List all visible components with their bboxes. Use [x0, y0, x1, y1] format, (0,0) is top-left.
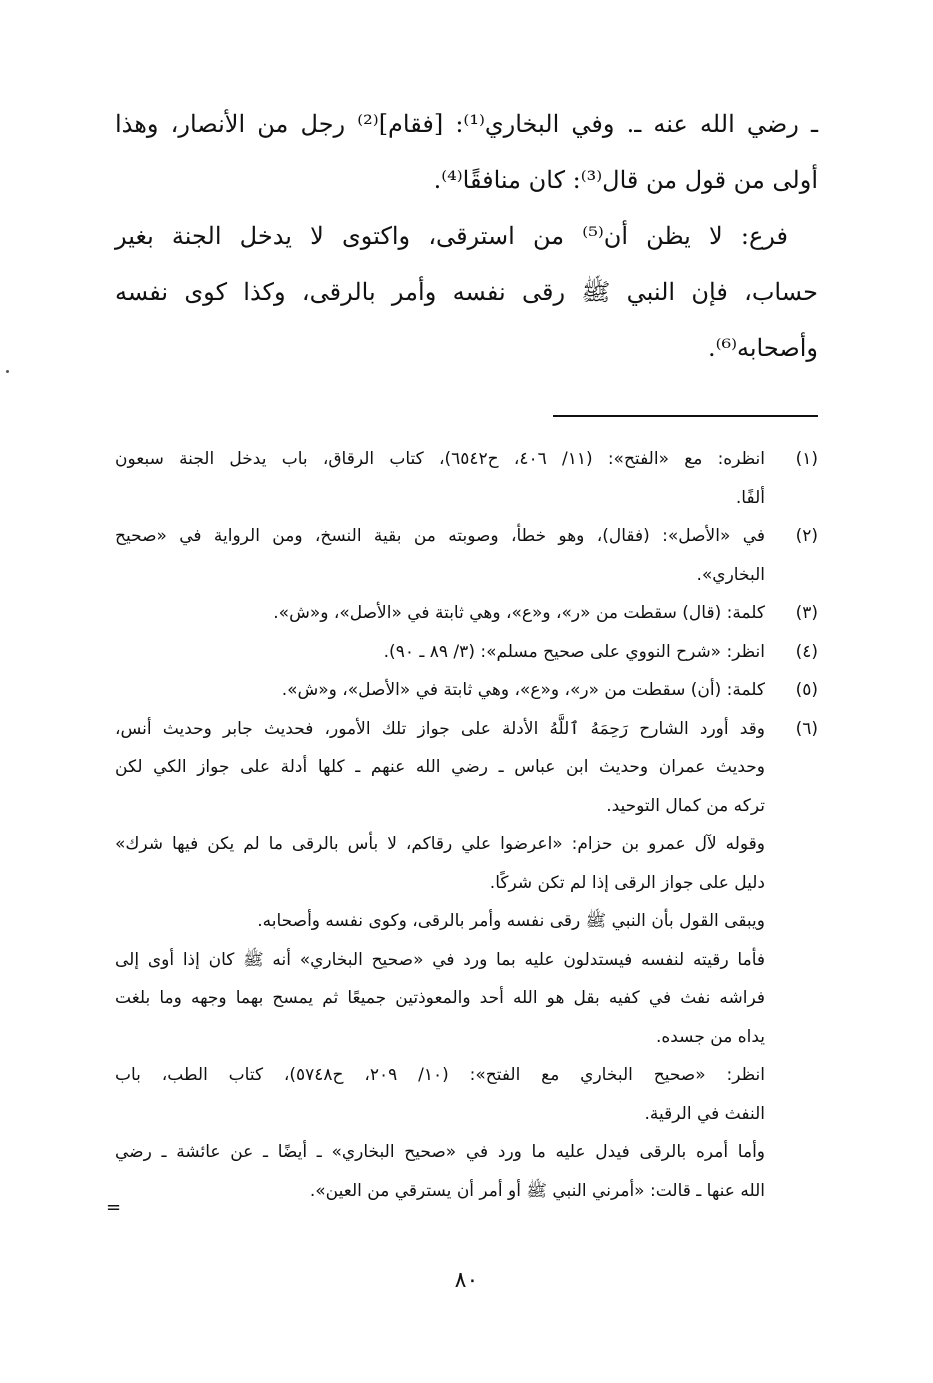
footnote-text: يداه من جسده.	[655, 1026, 765, 1047]
footnote-1-cont	[115, 479, 818, 518]
footnote-6-cont	[115, 902, 818, 941]
footnote-text: في «الأصل»: (فقال)، وهو خطأ، وصوبته من بقية النسخ، ومن الرواية في «صحيح	[115, 526, 765, 546]
footnote-text: كلمة: (أن) سقطت من «ر»، و«ع»، وهي ثابتة في «الأصل»، و«ش».	[281, 680, 765, 700]
footnote-6	[115, 710, 818, 749]
footnote-3	[115, 594, 818, 633]
main-text	[115, 96, 818, 376]
footnote-number: (٥)	[795, 680, 818, 700]
footnote-5	[115, 671, 818, 710]
footnote-6-cont	[115, 864, 818, 903]
footnote-number: (١)	[795, 449, 818, 469]
footnote-text: وأما أمره بالرقى فيدل عليه ما ورد في «صحيح البخاري» ـ أيضًا ـ عن عائشة ـ رضي	[115, 1142, 765, 1162]
continuation-mark: =	[106, 1197, 122, 1218]
footnote-6-cont	[115, 1056, 818, 1095]
footnote-text: ألفًا.	[735, 487, 765, 508]
footnote-4	[115, 633, 818, 672]
footnote-text: وحديث عمران وحديث ابن عباس ـ رضي الله عنهم ـ كلها أدلة على جواز الكي لكن	[115, 757, 765, 777]
footnote-text: كلمة: (قال) سقطت من «ر»، و«ع»، وهي ثابتة في «الأصل»، و«ش».	[273, 603, 765, 623]
footnote-6-cont	[115, 979, 818, 1018]
footnote-6-cont	[115, 825, 818, 864]
footnote-text: وقد أورد الشارح رَحِمَهُ ٱللَّهُ الأدلة على جواز تلك الأمور، فحديث جابر وحديث أنس،	[115, 718, 765, 739]
footnote-text: فأما رقيته لنفسه فيستدلون عليه بما ورد في «صحيح البخاري» أنه ﷺ كان إذا أوى إلى	[115, 949, 765, 970]
main-line-3: فرع: لا يظن أن⁽⁵⁾ من استرقى، واكتوى لا يدخل الجنة بغير	[115, 222, 788, 250]
footnote-6-cont	[115, 1133, 818, 1172]
footnote-6-cont	[115, 787, 818, 826]
main-line-4: حساب، فإن النبي ﷺ رقى نفسه وأمر بالرقى، وكذا كوى نفسه	[115, 278, 818, 306]
footnote-text: النفث في الرقية.	[644, 1103, 765, 1124]
footnote-text: انظره: مع «الفتح»: (١١/ ٤٠٦، ح٦٥٤٢)، كتاب الرقاق، باب يدخل الجنة سبعون	[115, 449, 765, 469]
footnote-text: انظر: «صحيح البخاري مع الفتح»: (١٠/ ٢٠٩، ح٥٧٤٨)، كتاب الطب، باب	[115, 1065, 765, 1085]
footnotes	[115, 440, 818, 1210]
footnote-number: (٢)	[795, 526, 818, 546]
footnote-number: (٤)	[795, 641, 818, 662]
footnote-6-cont	[115, 1095, 818, 1134]
footnote-2	[115, 517, 818, 556]
footnote-1	[115, 440, 818, 479]
footnote-text: دليل على جواز الرقى إذا لم تكن شركًا.	[489, 872, 765, 893]
footnote-text: فراشه نفث في كفيه بقل هو الله أحد والمعوذتين جميعًا ثم يمسح بهما وجهه وما بلغت	[115, 988, 765, 1008]
footnote-2-cont	[115, 556, 818, 595]
page-number: ٨٠	[454, 1268, 479, 1293]
footnote-separator	[553, 415, 818, 417]
footnote-text: انظر: «شرح النووي على صحيح مسلم»: (٣/ ٨٩ ـ ٩٠).	[383, 641, 765, 662]
scan-speck	[6, 370, 9, 373]
footnote-text: وقوله لآل عمرو بن حزام: «اعرضوا علي رقاكم، لا بأس بالرقى ما لم يكن فيها شرك»	[115, 834, 765, 854]
footnote-6-cont	[115, 941, 818, 980]
footnote-text: الله عنها ـ قالت: «أمرني النبي ﷺ أو أمر أن يسترقي من العين».	[309, 1180, 765, 1201]
main-line-1: ـ رضي الله عنه ـ. وفي البخاري⁽¹⁾: [فقام]⁽²⁾ رجل من الأنصار، وهذا	[115, 110, 819, 138]
footnote-6-cont	[115, 1172, 818, 1211]
footnote-text: تركه من كمال التوحيد.	[606, 795, 765, 816]
main-line-5: وأصحابه⁽⁶⁾.	[707, 334, 818, 362]
footnote-text: البخاري».	[696, 564, 765, 585]
footnote-number: (٦)	[795, 718, 818, 739]
footnote-number: (٣)	[795, 603, 818, 623]
footnote-6-cont	[115, 1018, 818, 1057]
main-line-2: أولى من قول من قال⁽³⁾: كان منافقًا⁽⁴⁾.	[433, 166, 818, 194]
footnote-6-cont	[115, 748, 818, 787]
footnote-text: ويبقى القول بأن النبي ﷺ رقى نفسه وأمر بالرقى، وكوى نفسه وأصحابه.	[257, 911, 765, 931]
